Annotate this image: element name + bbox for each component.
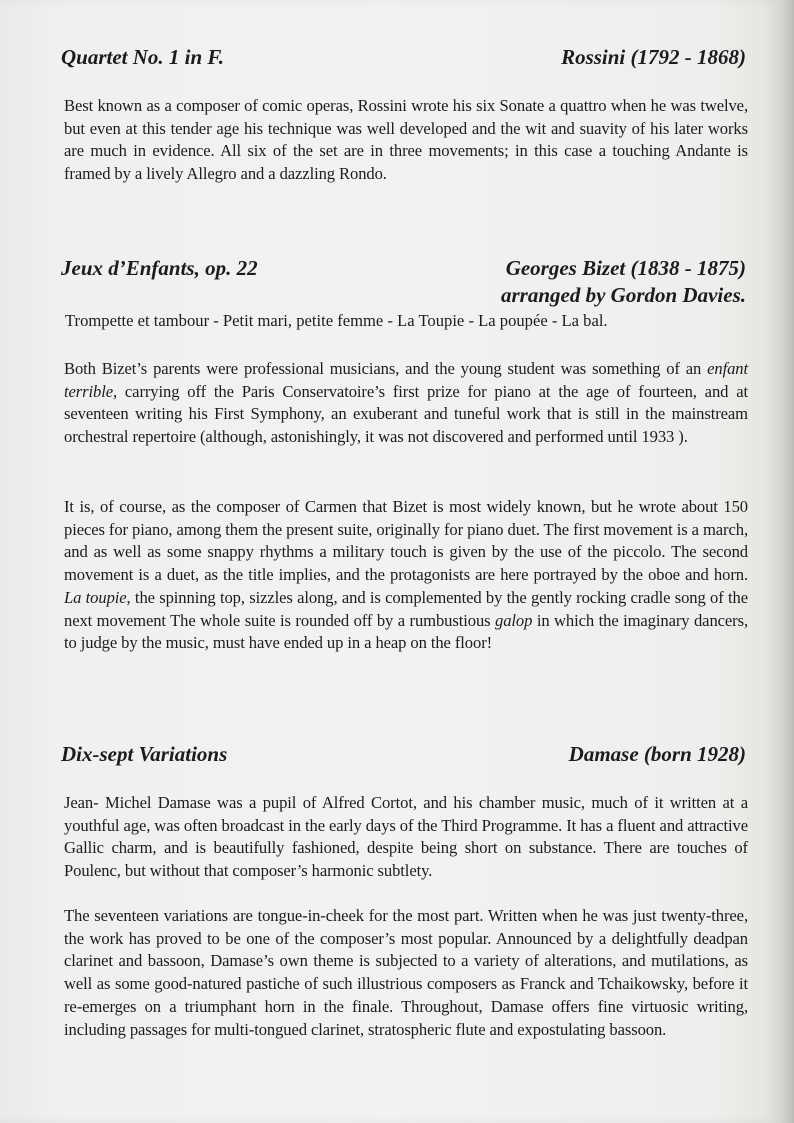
section-heading-damase: [0, 742, 780, 774]
section-heading-rossini: [0, 45, 780, 77]
text-run: It is, of course, as the composer of Carmen that Bizet is most widely known, but he wrote about 150 pieces for piano, among them the present suite, originally for piano duet. The first movement is a march, and as well as some snappy rhythms a military touch is given by the use of the piccolo. The second movement is a duet, as the title implies, and the protagonists are here portrayed by the oboe and horn.: [64, 497, 748, 585]
composer-name: Georges Bizet (1838 - 1875): [505, 256, 746, 280]
page-edge: [780, 0, 794, 1123]
movement-list: Trompette et tambour - Petit mari, petite femme - La Toupie - La poupée - La bal.: [65, 311, 608, 330]
paragraph: [64, 358, 748, 449]
composer-name: Damase (born 1928): [568, 742, 746, 766]
paragraph: Best known as a composer of comic operas, Rossini wrote his six Sonate a quattro when he was twelve, but even at this tender age his technique was well developed and the wit and suavity of his later works are much in evidence. All six of the set are in three movements; in this case a touching Andante is framed by a lively Allegro and a dazzling Rondo.: [64, 96, 748, 184]
arranger-credit: arranged by Gordon Davies.: [501, 283, 746, 307]
text-run: Both Bizet’s parents were professional musicians, and the young student was something of an: [64, 359, 708, 378]
paragraph: [64, 496, 748, 655]
emphasis: galop: [495, 610, 533, 630]
work-title: Jeux d’Enfants, op. 22: [61, 256, 258, 280]
emphasis: enfant terrible: [64, 359, 748, 401]
emphasis: La toupie: [64, 587, 127, 607]
paragraph: Jean- Michel Damase was a pupil of Alfred Cortot, and his chamber music, much of it written at a youthful age, was often broadcast in the early days of the Third Programme. It has a fluent and attractive Gallic charm, and is beautifully fashioned, despite being short on substance. There are touches of Poulenc, but without that composer’s harmonic subtlety.: [64, 793, 748, 881]
work-title: Dix-sept Variations: [61, 742, 228, 766]
composer-name: Rossini (1792 - 1868): [561, 45, 746, 69]
text-run: in which the imaginary dancers, to judge by the music, must have ended up in a heap on the floor!: [64, 610, 748, 653]
work-title: Quartet No. 1 in F.: [61, 45, 224, 69]
text-run: , the spinning top, sizzles along, and is complemented by the gently rocking cradle song of the next movement The whole suite is rounded off by a rumbustious: [64, 587, 748, 630]
text-run: , carrying off the Paris Conservatoire’s first prize for piano at the age of fourteen, and at seventeen writing his First Symphony, an exuberant and tuneful work that is still in the mainstream orchestral repertoire (although, astonishingly, it was not discovered and performed until 1933 ).: [64, 381, 748, 447]
paragraph: The seventeen variations are tongue-in-cheek for the most part. Written when he was just twenty-three, the work has proved to be one of the composer’s most popular. Announced by a delightfully deadpan clarinet and bassoon, Damase’s own theme is subjected to a variety of alterations, and mutilations, as well as some good-natured pastiche of such illustrious composers as Franck and Tchaikowsky, before it re-emerges on a triumphant horn in the finale. Throughout, Damase offers fine virtuosic writing, including passages for multi-tongued clarinet, stratospheric flute and expostulating bassoon.: [64, 906, 748, 1039]
